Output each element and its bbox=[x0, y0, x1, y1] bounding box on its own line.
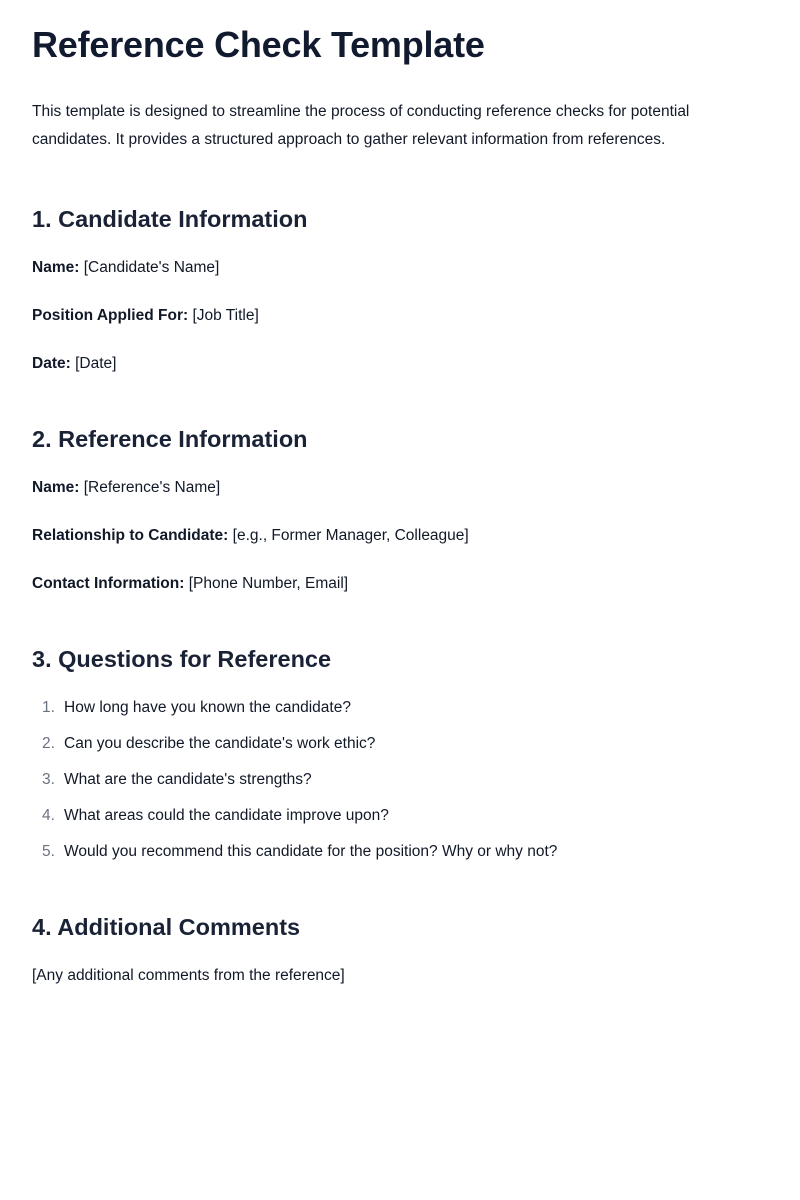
field-value: [Job Title] bbox=[192, 307, 259, 324]
question-text: What are the candidate's strengths? bbox=[64, 771, 312, 788]
question-text: What areas could the candidate improve upon? bbox=[64, 807, 389, 824]
field-label: Contact Information: bbox=[32, 575, 185, 592]
field-value: [Date] bbox=[75, 355, 117, 372]
field-value: [e.g., Former Manager, Colleague] bbox=[232, 527, 469, 544]
position-applied-field bbox=[32, 305, 768, 327]
candidate-information-section bbox=[32, 203, 768, 375]
field-value: [Candidate's Name] bbox=[83, 259, 220, 276]
list-item bbox=[32, 697, 768, 719]
list-number: 4. bbox=[42, 807, 55, 824]
list-item bbox=[32, 805, 768, 827]
intro-paragraph: This template is designed to streamline the process of conducting reference checks for potential candidates. It provides a structured approach to gather relevant information from references. bbox=[32, 103, 690, 148]
relationship-field bbox=[32, 525, 768, 547]
question-text: Would you recommend this candidate for the position? Why or why not? bbox=[64, 843, 558, 860]
reference-name-field bbox=[32, 477, 768, 499]
date-field bbox=[32, 353, 768, 375]
field-label: Date: bbox=[32, 355, 71, 372]
question-text: Can you describe the candidate's work ethic? bbox=[64, 735, 376, 752]
section-heading-candidate: 1. Candidate Information bbox=[32, 206, 308, 232]
contact-information-field bbox=[32, 573, 768, 595]
section-heading-comments: 4. Additional Comments bbox=[32, 914, 301, 940]
section-heading-questions: 3. Questions for Reference bbox=[32, 646, 332, 672]
section-heading-reference: 2. Reference Information bbox=[32, 426, 308, 452]
list-number: 3. bbox=[42, 771, 55, 788]
list-item bbox=[32, 769, 768, 791]
reference-information-section bbox=[32, 423, 768, 595]
field-label: Relationship to Candidate: bbox=[32, 527, 229, 544]
field-label: Name: bbox=[32, 479, 80, 496]
list-number: 5. bbox=[42, 843, 55, 860]
question-text: How long have you known the candidate? bbox=[64, 699, 351, 716]
field-value: [Reference's Name] bbox=[83, 479, 221, 496]
field-value: [Phone Number, Email] bbox=[188, 575, 349, 592]
candidate-name-field bbox=[32, 257, 768, 279]
list-item bbox=[32, 841, 768, 863]
questions-list bbox=[32, 697, 768, 863]
questions-section bbox=[32, 643, 768, 863]
field-label: Name: bbox=[32, 259, 80, 276]
page-title: Reference Check Template bbox=[32, 24, 485, 65]
additional-comments-section bbox=[32, 911, 768, 987]
comments-placeholder: [Any additional comments from the reference] bbox=[32, 967, 345, 984]
field-label: Position Applied For: bbox=[32, 307, 189, 324]
list-number: 1. bbox=[42, 699, 55, 716]
list-number: 2. bbox=[42, 735, 55, 752]
list-item bbox=[32, 733, 768, 755]
